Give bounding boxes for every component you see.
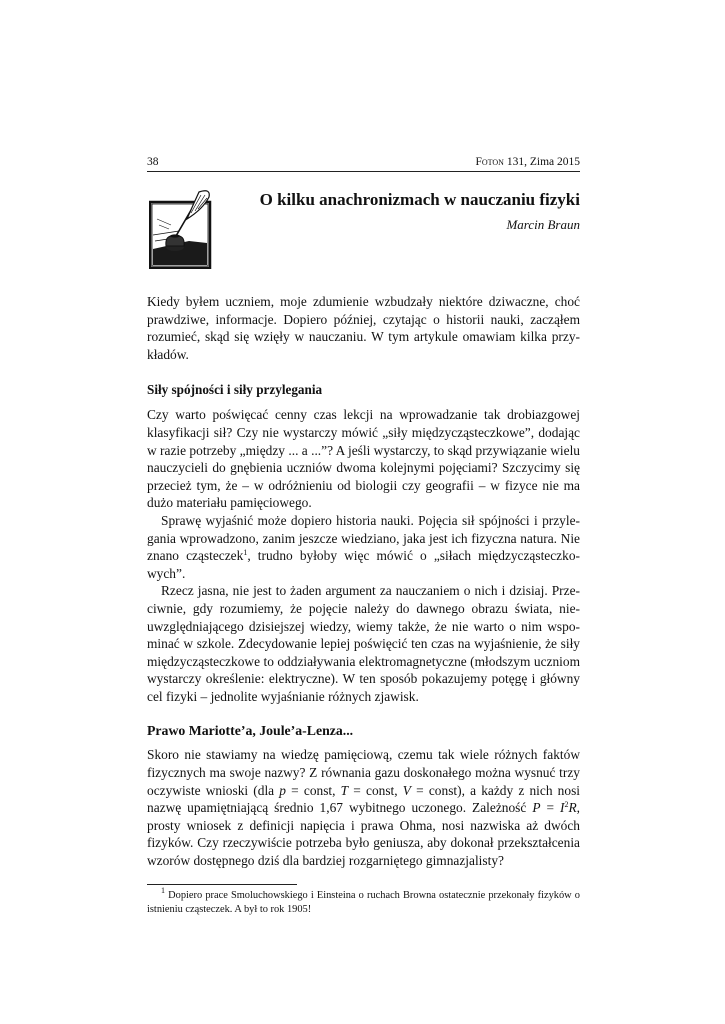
exponent: 2 [564, 800, 569, 810]
footnote-text: Dopiero prace Smoluchowskiego i Einsteina o ruchach Browna ostatecznie przekonały fizyków o istnieniu cząsteczek. A był to rok 1905! [147, 889, 580, 915]
section-heading-cohesion: Siły spójności i siły przylegania [147, 382, 323, 398]
article-title: O kilku anachronizmach w nauczaniu fizyki [259, 190, 580, 209]
section-heading-laws: Prawo Mariotte’a, Joule’a-Lenza... [147, 723, 354, 739]
footnote-rule [147, 884, 297, 885]
journal-name: Foton [475, 156, 504, 168]
article-body [147, 293, 580, 917]
variable-p: p [279, 782, 286, 798]
variable-T: T [340, 782, 349, 798]
text-run: , trudno byłoby więc mówić o „siłach międzycząsteczkowych”. [147, 548, 580, 581]
journal-info [475, 155, 580, 169]
header-rule [147, 171, 580, 172]
page-number: 38 [147, 156, 159, 168]
text-run: , prosty wniosek z definicji napięcia i prawa Ohma, nosi nazwiska aż dwóch fizyków. Czy rzeczywiście potrzeba było geniusza, aby dokonał przekształcenia wzorów dostępnego dziś dla bardziej rozgarniętego gimnazjalisty? [147, 800, 580, 869]
footnote [147, 885, 580, 917]
text-run: = [540, 800, 560, 816]
paragraph: Czy warto poświęcać cenny czas lekcji na wprowadzanie tak drobiazgowej klasyfikacji sił? Czy nie wystarczy mówić „siły międzycząsteczkowe”, dodając w razie potrzeby „między ... a ...”? A jeśli wystarczy, to skąd przywiązanie wielu nauczycieli do gnębienia uczniów dwoma kolejnymi pojęciami? Szczycimy się przecież tym, że – w odróżnieniu od biologii czy geografii – w fizyce nie ma dużo materiału pamięciowego. [147, 407, 580, 511]
quill-inkwell-icon [149, 189, 213, 269]
article-author: Marcin Braun [506, 217, 580, 232]
journal-issue: 131, Zima 2015 [506, 156, 580, 168]
variable-R: R [568, 800, 577, 816]
text-run: Skoro nie stawiamy na wiedzę pamięciową, czemu tak wiele różnych faktów fizycznych ma swoje nazwy? Z równania gazu doskonałego można wysnuć trzy oczywiste wnioski (dla [147, 747, 580, 798]
paragraph [147, 746, 580, 869]
text-run: = const), a każdy z nich nosi nazwę upamiętniającą średnio 1,67 wybitnego uczonego. Zależność [147, 782, 580, 816]
variable-I: I [559, 800, 565, 816]
text-run: Sprawę wyjaśnić może dopiero historia nauki. Pojęcia sił spójności i przylegania wprowadzono, zanim jeszcze wiedziano, jaka jest ich fizyczna natura. Nie znano cząsteczek [147, 512, 580, 564]
page [147, 0, 580, 1024]
intro-paragraph: Kiedy byłem uczniem, moje zdumienie wzbudzały niektóre dziwaczne, choć prawdziwe, informacje. Dopiero później, czytając o historii nauki, zacząłem rozumieć, skąd się wzięły w nauczaniu. W tym artykule omawiam kilka przykładów. [147, 294, 580, 362]
paragraph [147, 512, 580, 582]
footnote-ref: 1 [243, 548, 248, 558]
text-run: = const, [348, 782, 403, 798]
running-header [147, 155, 580, 169]
text-run: = const, [285, 782, 341, 798]
variable-P: P [532, 800, 541, 816]
footnote-marker: 1 [161, 885, 165, 895]
paragraph: Rzecz jasna, nie jest to żaden argument za nauczaniem o nich i dzisiaj. Przeciwnie, gdy rozumiemy, że pojęcie należy do dawnego obrazu świata, nieuwzględniającego dzisiejszej wiedzy, wiemy także, że nie warto o nim wspominać w szkole. Zdecydowanie lepiej poświęcić ten czas na wyjaśnienie, że siły międzycząsteczkowe to oddziaływania elektromagnetyczne (młodszym uczniom wystarczy określenie: elektryczne). W ten sposób pokazujemy potęgę i główny cel fizyki – jednolite wyjaśnianie różnych zjawisk. [147, 583, 580, 704]
variable-V: V [402, 782, 411, 798]
